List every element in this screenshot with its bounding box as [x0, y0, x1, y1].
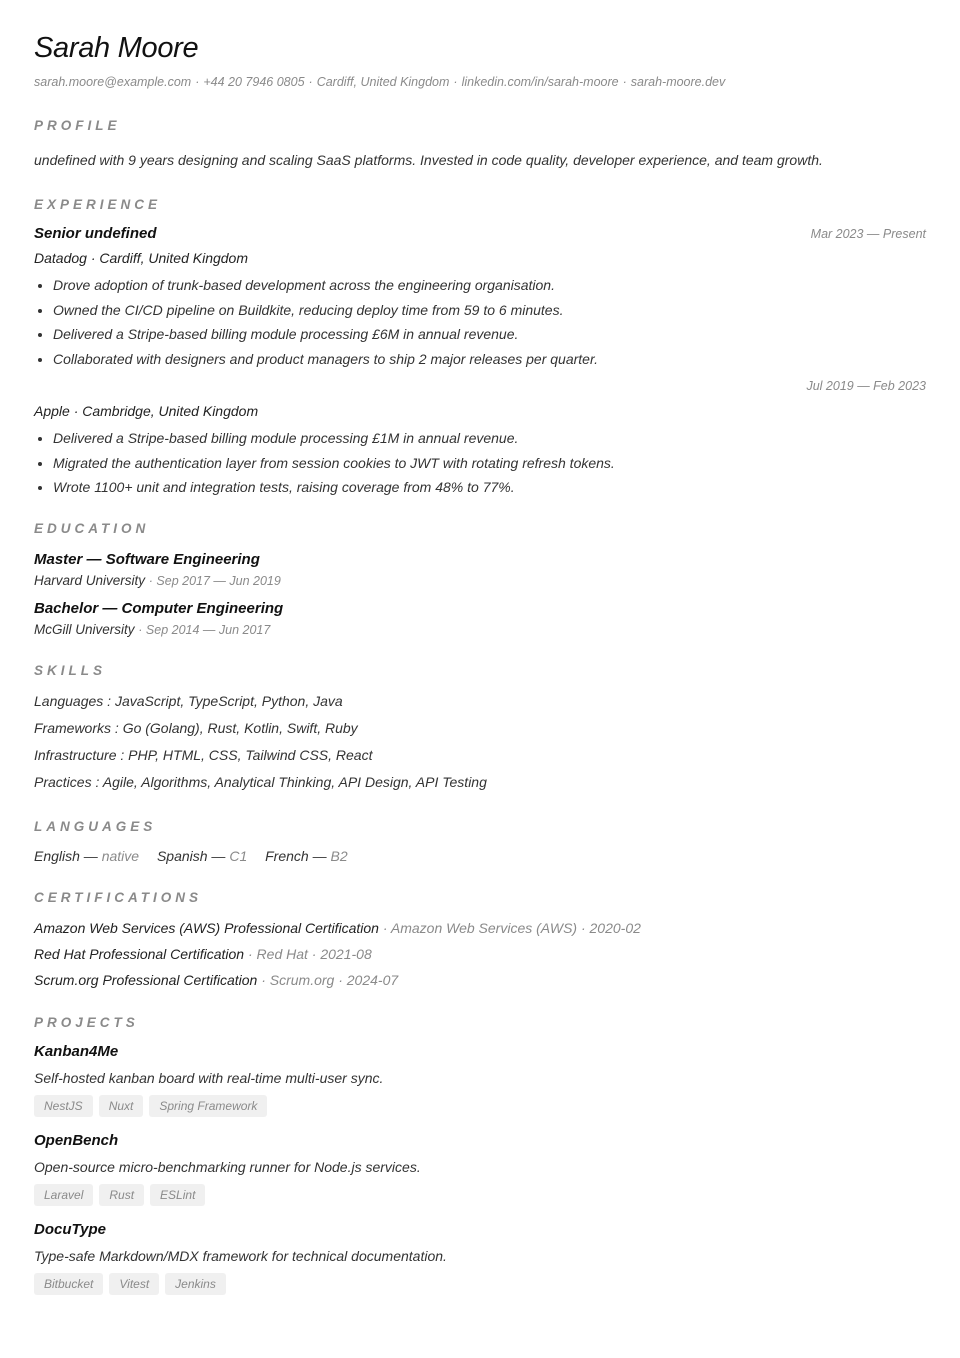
contact-location: Cardiff, United Kingdom [316, 75, 450, 89]
section-title-experience: EXPERIENCE [34, 197, 162, 212]
section-title-projects: PROJECTS [34, 1014, 139, 1030]
section-title-certifications: CERTIFICATIONS [34, 889, 203, 905]
certification-name: Amazon Web Services (AWS) Professional Certification [34, 919, 379, 936]
skill-row [34, 769, 926, 796]
language-name: Spanish — [156, 847, 226, 864]
education-dates: · Sep 2014 — Jun 2017 [138, 622, 271, 637]
section-title-languages: LANGUAGES [34, 818, 157, 834]
contact-website: sarah-moore.dev [630, 75, 726, 89]
tech-tag: Bitbucket [34, 1273, 103, 1295]
certification-meta: · Amazon Web Services (AWS) · 2020-02 [382, 919, 641, 936]
education-entry [34, 599, 926, 637]
skill-row [34, 688, 926, 715]
skill-label: Frameworks : [34, 719, 119, 736]
project-description: Self-hosted kanban board with real-time multi-user sync. [34, 1069, 384, 1086]
contact-separator: · [308, 75, 313, 89]
section-title-education: EDUCATION [34, 520, 150, 536]
project-entry [34, 1042, 926, 1117]
job-company: Datadog · Cardiff, United Kingdom [34, 250, 248, 266]
job-header [34, 379, 926, 397]
skill-label: Languages : [34, 692, 112, 709]
job-bullets [34, 273, 926, 371]
profile-section [34, 117, 926, 169]
contact-separator: · [195, 75, 200, 89]
tech-tag: Laravel [34, 1184, 93, 1206]
skill-value: Go (Golang), Rust, Kotlin, Swift, Ruby [122, 719, 358, 736]
education-meta [34, 622, 926, 637]
project-entry [34, 1131, 926, 1206]
project-entry [34, 1220, 926, 1295]
language-item [265, 848, 347, 864]
language-level: B2 [330, 847, 348, 864]
education-degree: Master — Software Engineering [34, 550, 260, 568]
projects-section [34, 1014, 926, 1295]
language-name: English — [34, 847, 98, 864]
languages-section [34, 818, 926, 864]
education-section [34, 520, 926, 637]
section-title-skills: SKILLS [34, 662, 107, 678]
education-entry [34, 550, 926, 588]
tech-tag: ESLint [150, 1184, 205, 1206]
education-meta [34, 573, 926, 588]
project-name: OpenBench [34, 1131, 119, 1149]
section-title-profile: PROFILE [34, 118, 121, 133]
job-bullet: • Drove adoption of trunk-based development across the engineering organisation. [53, 273, 926, 298]
education-school: Harvard University [34, 572, 146, 588]
certification-item [34, 915, 926, 941]
education-school: McGill University [34, 621, 135, 637]
project-tags [34, 1095, 926, 1117]
language-level: C1 [229, 847, 248, 864]
job-bullet: • Delivered a Stripe-based billing module processing £1M in annual revenue. [53, 426, 926, 451]
education-dates: · Sep 2017 — Jun 2019 [148, 573, 281, 588]
project-tags [34, 1184, 926, 1206]
language-level: native [101, 847, 140, 864]
project-description: Type-safe Markdown/MDX framework for technical documentation. [34, 1247, 447, 1264]
certification-meta: · Scrum.org · 2024-07 [261, 971, 399, 988]
project-name: Kanban4Me [34, 1042, 119, 1060]
language-name: French — [265, 847, 327, 864]
certifications-section [34, 889, 926, 993]
experience-section [34, 196, 926, 500]
tech-tag: Spring Framework [149, 1095, 267, 1117]
tech-tag: NestJS [34, 1095, 93, 1117]
job-entry [34, 379, 926, 500]
job-bullet: • Wrote 1100+ unit and integration tests, raising coverage from 48% to 77%. [53, 475, 926, 500]
skill-value: JavaScript, TypeScript, Python, Java [114, 692, 343, 709]
skill-row [34, 742, 926, 769]
job-bullet: • Migrated the authentication layer from session cookies to JWT with rotating refresh tokens. [53, 451, 926, 476]
candidate-name: Sarah Moore [34, 32, 199, 64]
job-header [34, 225, 926, 245]
education-degree: Bachelor — Computer Engineering [34, 599, 284, 617]
contact-line [34, 75, 926, 91]
language-item [157, 848, 247, 864]
job-bullets [34, 426, 926, 500]
certification-item [34, 967, 926, 993]
certification-name: Red Hat Professional Certification [34, 945, 245, 962]
project-name: DocuType [34, 1220, 106, 1238]
certification-name: Scrum.org Professional Certification [34, 971, 258, 988]
project-description: Open-source micro-benchmarking runner for Node.js services. [34, 1158, 421, 1175]
skill-row [34, 715, 926, 742]
contact-phone: +44 20 7946 0805 [203, 75, 305, 89]
job-company: Apple · Cambridge, United Kingdom [34, 403, 259, 419]
skills-section [34, 662, 926, 796]
job-bullet: • Delivered a Stripe-based billing module processing £6M in annual revenue. [53, 322, 926, 347]
job-title: Senior undefined [34, 225, 157, 242]
skill-value: PHP, HTML, CSS, Tailwind CSS, React [128, 746, 373, 763]
project-tags [34, 1273, 926, 1295]
job-entry [34, 225, 926, 371]
job-bullet: • Owned the CI/CD pipeline on Buildkite, reducing deploy time from 59 to 6 minutes. [53, 298, 926, 323]
skills-list [34, 688, 926, 796]
skill-value: Agile, Algorithms, Analytical Thinking, API Design, API Testing [102, 773, 487, 790]
certifications-list [34, 915, 926, 993]
tech-tag: Jenkins [165, 1273, 226, 1295]
language-item [34, 848, 139, 864]
skill-label: Practices : [34, 773, 100, 790]
job-dates: Mar 2023 — Present [810, 227, 926, 241]
languages-list [34, 848, 926, 864]
tech-tag: Vitest [109, 1273, 159, 1295]
contact-separator: · [622, 75, 627, 89]
job-dates: Jul 2019 — Feb 2023 [806, 379, 926, 393]
contact-linkedin: linkedin.com/in/sarah-moore [461, 75, 619, 89]
profile-summary: undefined with 9 years designing and scaling SaaS platforms. Invested in code quality, developer experience, and team growth. [34, 152, 823, 168]
contact-email: sarah.moore@example.com [34, 75, 192, 89]
contact-separator: · [453, 75, 458, 89]
certification-item [34, 941, 926, 967]
job-bullet: • Collaborated with designers and product managers to ship 2 major releases per quarter. [53, 347, 926, 372]
skill-label: Infrastructure : [34, 746, 125, 763]
tech-tag: Rust [99, 1184, 144, 1206]
tech-tag: Nuxt [99, 1095, 144, 1117]
certification-meta: · Red Hat · 2021-08 [248, 945, 372, 962]
